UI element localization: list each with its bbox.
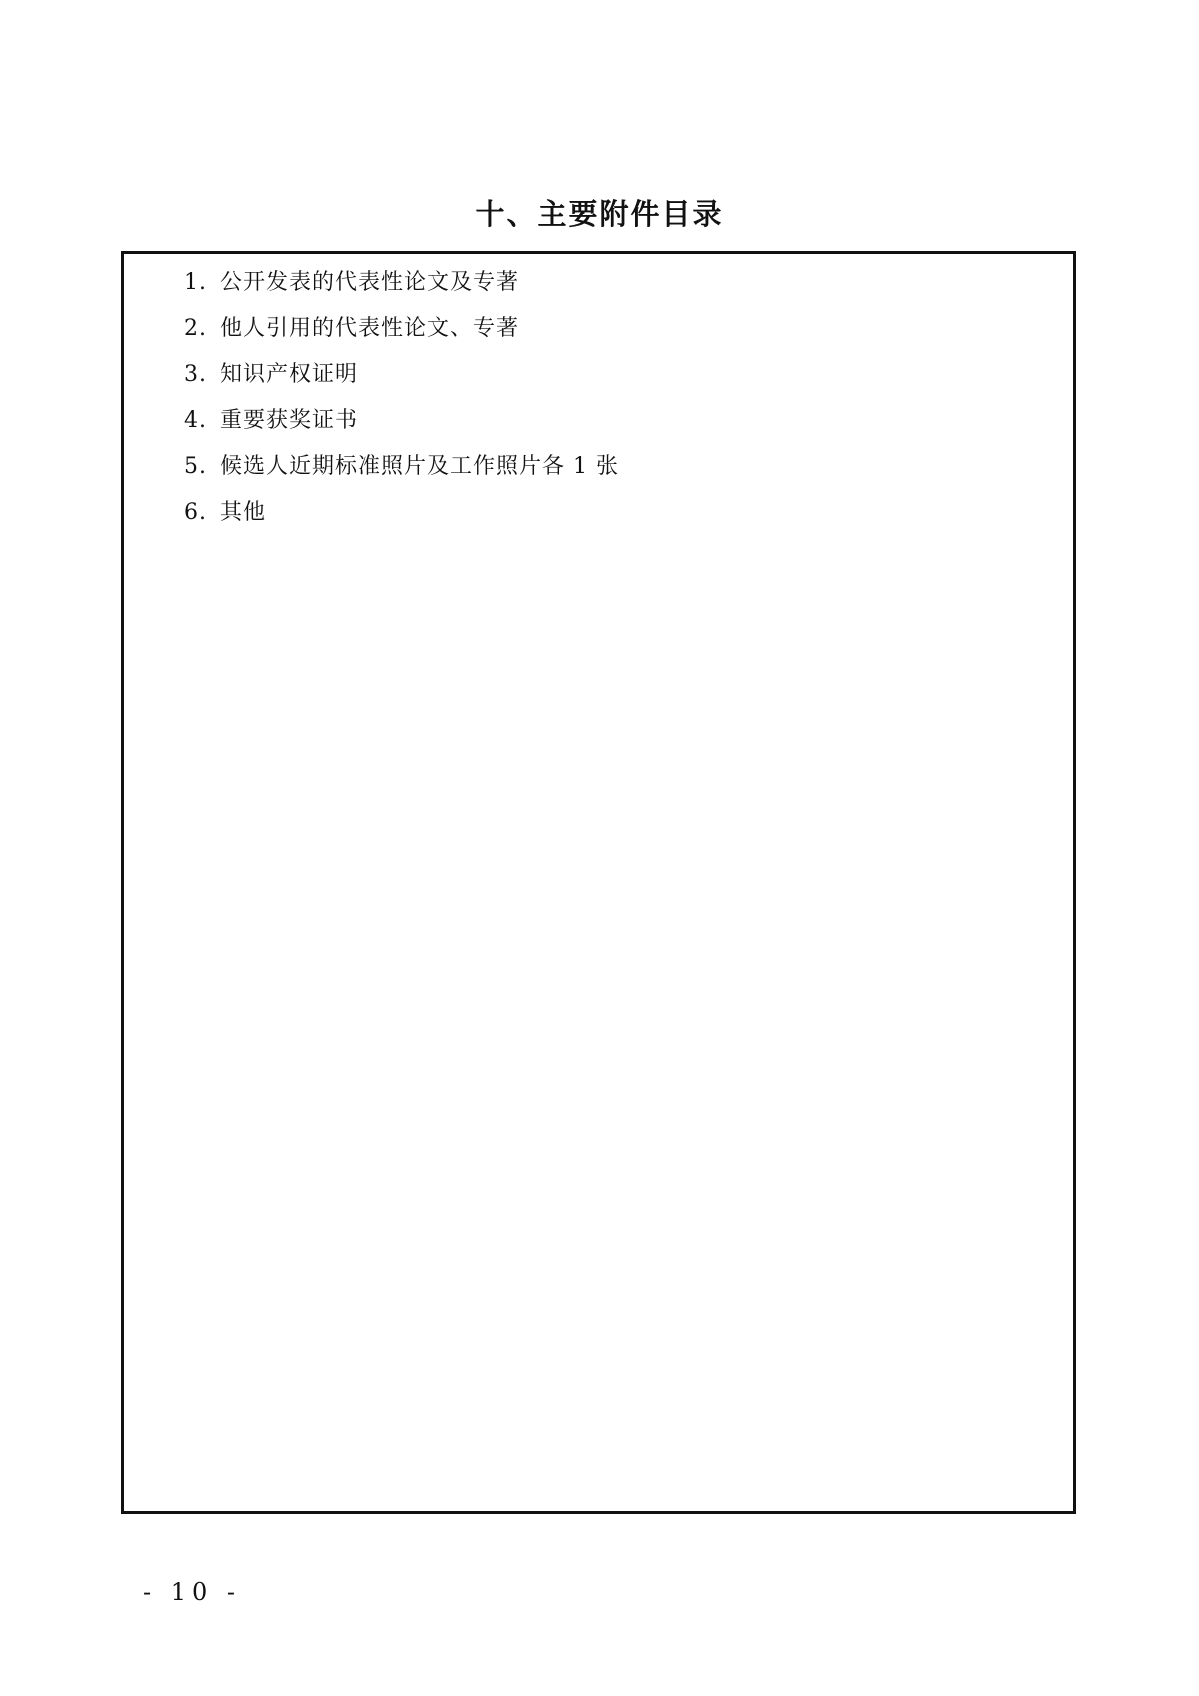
page-number: - 10 -	[143, 1578, 242, 1606]
list-item	[184, 452, 619, 498]
list-item	[184, 498, 619, 544]
list-item	[184, 406, 619, 452]
item-number: 2.	[184, 316, 207, 341]
section-title: 十、主要附件目录	[475, 197, 724, 231]
item-number: 4.	[184, 408, 207, 433]
list-item	[184, 268, 619, 314]
item-text: 公开发表的代表性论文及专著	[220, 270, 520, 295]
attachment-list	[184, 268, 619, 544]
item-text: 知识产权证明	[220, 362, 359, 387]
list-item	[184, 360, 619, 406]
attachment-list-box	[121, 251, 1076, 1514]
item-text: 重要获奖证书	[220, 408, 359, 433]
item-text: 候选人近期标准照片及工作照片各 1 张	[220, 454, 619, 479]
item-number: 3.	[184, 362, 207, 387]
item-text: 他人引用的代表性论文、专著	[220, 316, 520, 341]
item-number: 6.	[184, 500, 207, 525]
item-number: 5.	[184, 454, 207, 479]
list-item	[184, 314, 619, 360]
item-number: 1.	[184, 270, 207, 295]
item-text: 其他	[220, 500, 267, 525]
